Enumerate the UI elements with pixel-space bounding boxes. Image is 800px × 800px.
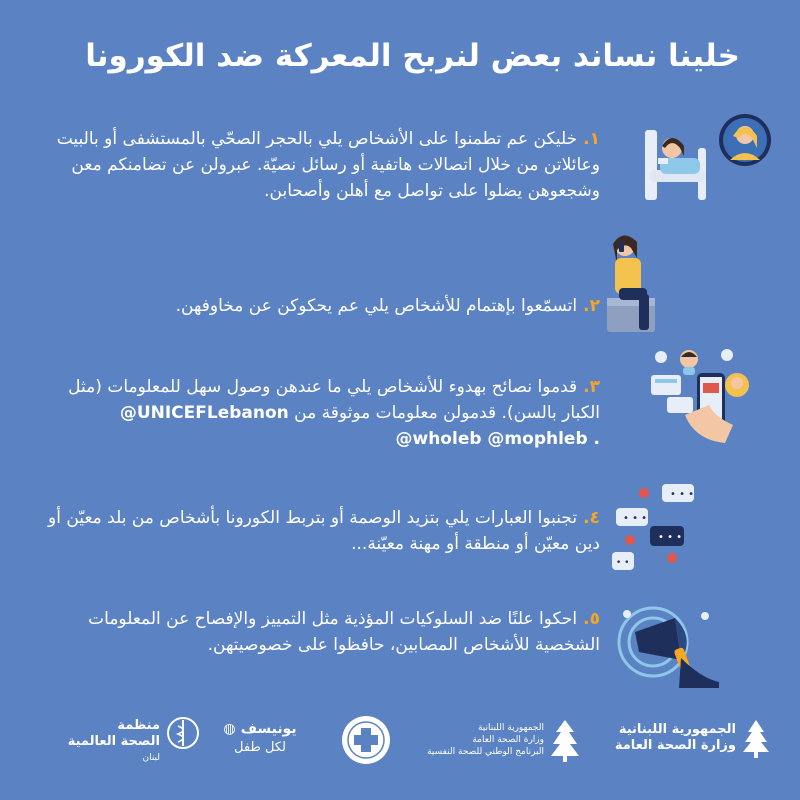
unicef-tagline: لكل طفل [234,740,286,755]
who-emblem-icon [166,716,200,750]
tip-item-4 [30,505,600,557]
tip-number: ٢. [583,296,600,316]
svg-text:• • •: • • • [670,489,695,500]
cedar-icon [550,718,580,762]
red-cross-label [336,770,396,771]
tip-item-3 [30,374,600,452]
unicef-name: يونيسف [240,721,297,737]
svg-text:• •: • • [616,558,630,568]
tip-item-2 [30,293,600,319]
svg-text:• • •: • • • [623,513,648,524]
unicef-logo [210,718,310,754]
mental-line1: الجمهورية اللبنانية [477,723,544,733]
red-cross-icon [340,714,392,766]
who-line3: لبنان [142,753,160,763]
mental-line3: البرنامج الوطني للصحة النفسية [427,747,544,757]
phone-social-media-illustration [645,345,770,450]
red-cross-logo [336,714,396,771]
who-line2: الصحة العالمية [67,734,160,749]
chat-bubbles-illustration [610,478,700,578]
tip-text: تجنبوا العبارات يلي بتزيد الوصمة أو بتربط الكورونا بأشخاص من بلد معيّن أو دين معيّن أو منطقة أو مهنة معيّنة... [48,508,600,554]
tip-number: ٤. [583,508,600,528]
cedar-icon [742,718,770,758]
tip-item-5 [30,606,600,658]
who-line1: منظمة [117,718,160,733]
svg-text:• • •: • • • [658,532,683,543]
tip-text: خليكن عم تطمنوا على الأشخاص يلي بالحجر الصحّي بالمستشفى أو بالبيت وعائلاتن من خلال اتصالات هاتفية أو رسائل نصيّة. عبرولن عن تضامنكم معن وشجعوهن يضلوا على تواصل مع أهلن وأصحابن. [56,129,600,201]
footer-logos [0,700,800,800]
tip-text: احكوا علنًا ضد السلوكيات المؤذية مثل التمييز والإفصاح عن المعلومات الشخصية للأشخاص المصابين، حافظوا على خصوصيتهن. [88,609,600,655]
tip-item-1 [30,126,600,204]
page-title: خلينا نساند بعض لنربح المعركة ضد الكورونا [85,38,740,74]
megaphone-illustration [615,598,725,688]
tip-text: قدموا نصائح بهدوء للأشخاص يلي ما عندهن وصول سهل للمعلومات (مثل الكبار بالسن). قدمولن معلومات موثوقة من [68,377,600,423]
mental-line2: وزارة الصحة العامة [472,735,544,745]
hospital-bed-illustration [640,108,780,208]
tip-number: ١. [583,129,600,149]
moph-line2: وزارة الصحة العامة [614,738,736,753]
globe-icon: ◍ [223,721,236,737]
tip-number: ٣. [583,377,600,397]
tip-text: اتسمّعوا بإهتمام للأشخاص يلي عم يحكوكن عن مخاوفهن. [175,296,578,316]
social-handles: @UNICEFLebanon @wholeb @mophleb . [119,403,600,449]
moph-line1: الجمهورية اللبنانية [618,722,736,737]
woman-on-phone-illustration [595,228,675,338]
tip-number: ٥. [583,609,600,629]
